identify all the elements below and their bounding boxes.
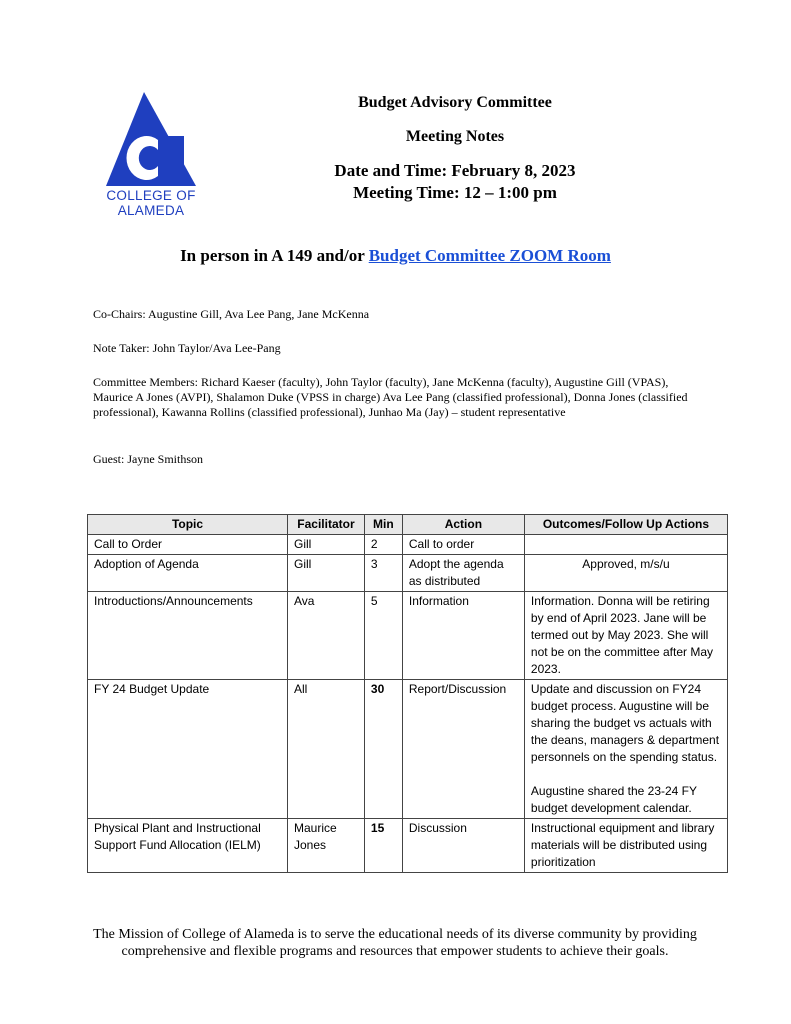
mission-statement: The Mission of College of Alameda is to serve the educational needs of its diverse community by providing comprehensive and flexible programs and resources that empower students to achieve their goals. <box>93 927 697 959</box>
table-row <box>88 555 728 592</box>
cell-outcome <box>524 555 727 592</box>
cell-outcome <box>524 680 727 819</box>
table-row <box>88 819 728 873</box>
document-title: Budget Advisory Committee <box>358 94 552 111</box>
cell-facilitator: Ava <box>288 592 365 680</box>
logo-line-1: COLLEGE OF <box>106 188 196 203</box>
header-topic: Topic <box>88 515 288 535</box>
meeting-date: Date and Time: February 8, 2023 <box>334 161 576 180</box>
cell-outcome <box>524 535 727 555</box>
table-row <box>88 535 728 555</box>
cell-topic: Physical Plant and Instructional Support Fund Allocation (IELM) <box>88 819 288 873</box>
meeting-time: Meeting Time: 12 – 1:00 pm <box>353 183 557 202</box>
location-text: In person in A 149 and/or <box>180 246 369 265</box>
meeting-datetime <box>260 160 650 204</box>
cell-topic: Call to Order <box>88 535 288 555</box>
cell-action: Report/Discussion <box>402 680 524 819</box>
outcome-text: Instructional equipment and library materials will be distributed using prioritization <box>530 821 715 869</box>
cell-min: 5 <box>364 592 402 680</box>
cell-topic: Adoption of Agenda <box>88 555 288 592</box>
header-facilitator: Facilitator <box>288 515 365 535</box>
cell-facilitator: Gill <box>288 535 365 555</box>
cell-action: Adopt the agenda as distributed <box>402 555 524 592</box>
outcome-spacer <box>531 766 721 783</box>
cell-min: 3 <box>364 555 402 592</box>
cell-min: 30 <box>364 680 402 819</box>
cell-facilitator: All <box>288 680 365 819</box>
cell-facilitator: Maurice Jones <box>288 819 365 873</box>
cell-topic: FY 24 Budget Update <box>88 680 288 819</box>
outcome-text: Approved, m/s/u <box>582 557 670 571</box>
outcome-text: Information. Donna will be retiring by end of April 2023. Jane will be termed out by May 2023. She will not be on the committee after May 2023. <box>530 594 713 676</box>
header-outcomes: Outcomes/Follow Up Actions <box>524 515 727 535</box>
outcome-text: Update and discussion on FY24 budget process. Augustine will be sharing the budget vs actuals with the deans, managers & department personnels on the spending status. <box>530 682 720 764</box>
cell-outcome <box>524 592 727 680</box>
cell-topic: Introductions/Announcements <box>88 592 288 680</box>
note-taker: Note Taker: John Taylor/Ava Lee-Pang <box>93 341 281 355</box>
committee-members: Committee Members: Richard Kaeser (faculty), John Taylor (faculty), Jane McKenna (faculty), Augustine Gill (VPAS), Maurice A Jones (AVPI), Shalamon Duke (VPSS in charge) Ava Lee Pang (classified professional), Donna Jones (classified professional), Kawanna Rollins (classified professional), Junhao Ma (Jay) – student representative <box>93 375 688 419</box>
cell-min: 2 <box>364 535 402 555</box>
table-row <box>88 680 728 819</box>
cell-min: 15 <box>364 819 402 873</box>
logo-wordmark <box>96 188 206 218</box>
agenda-table <box>87 514 728 873</box>
header-action: Action <box>402 515 524 535</box>
cell-outcome <box>524 819 727 873</box>
document-subtitle: Meeting Notes <box>405 128 505 145</box>
logo-line-2: ALAMEDA <box>117 203 185 218</box>
cell-action: Information <box>402 592 524 680</box>
cell-facilitator: Gill <box>288 555 365 592</box>
cell-action: Discussion <box>402 819 524 873</box>
outcome-text: Augustine shared the 23-24 FY budget development calendar. <box>530 784 697 815</box>
meeting-location <box>0 246 791 266</box>
co-chairs: Co-Chairs: Augustine Gill, Ava Lee Pang, Jane McKenna <box>93 307 370 321</box>
table-row <box>88 592 728 680</box>
header-min: Min <box>364 515 402 535</box>
table-header-row <box>88 515 728 535</box>
cell-action: Call to order <box>402 535 524 555</box>
guest: Guest: Jayne Smithson <box>93 452 203 466</box>
zoom-room-link[interactable]: Budget Committee ZOOM Room <box>368 246 611 265</box>
